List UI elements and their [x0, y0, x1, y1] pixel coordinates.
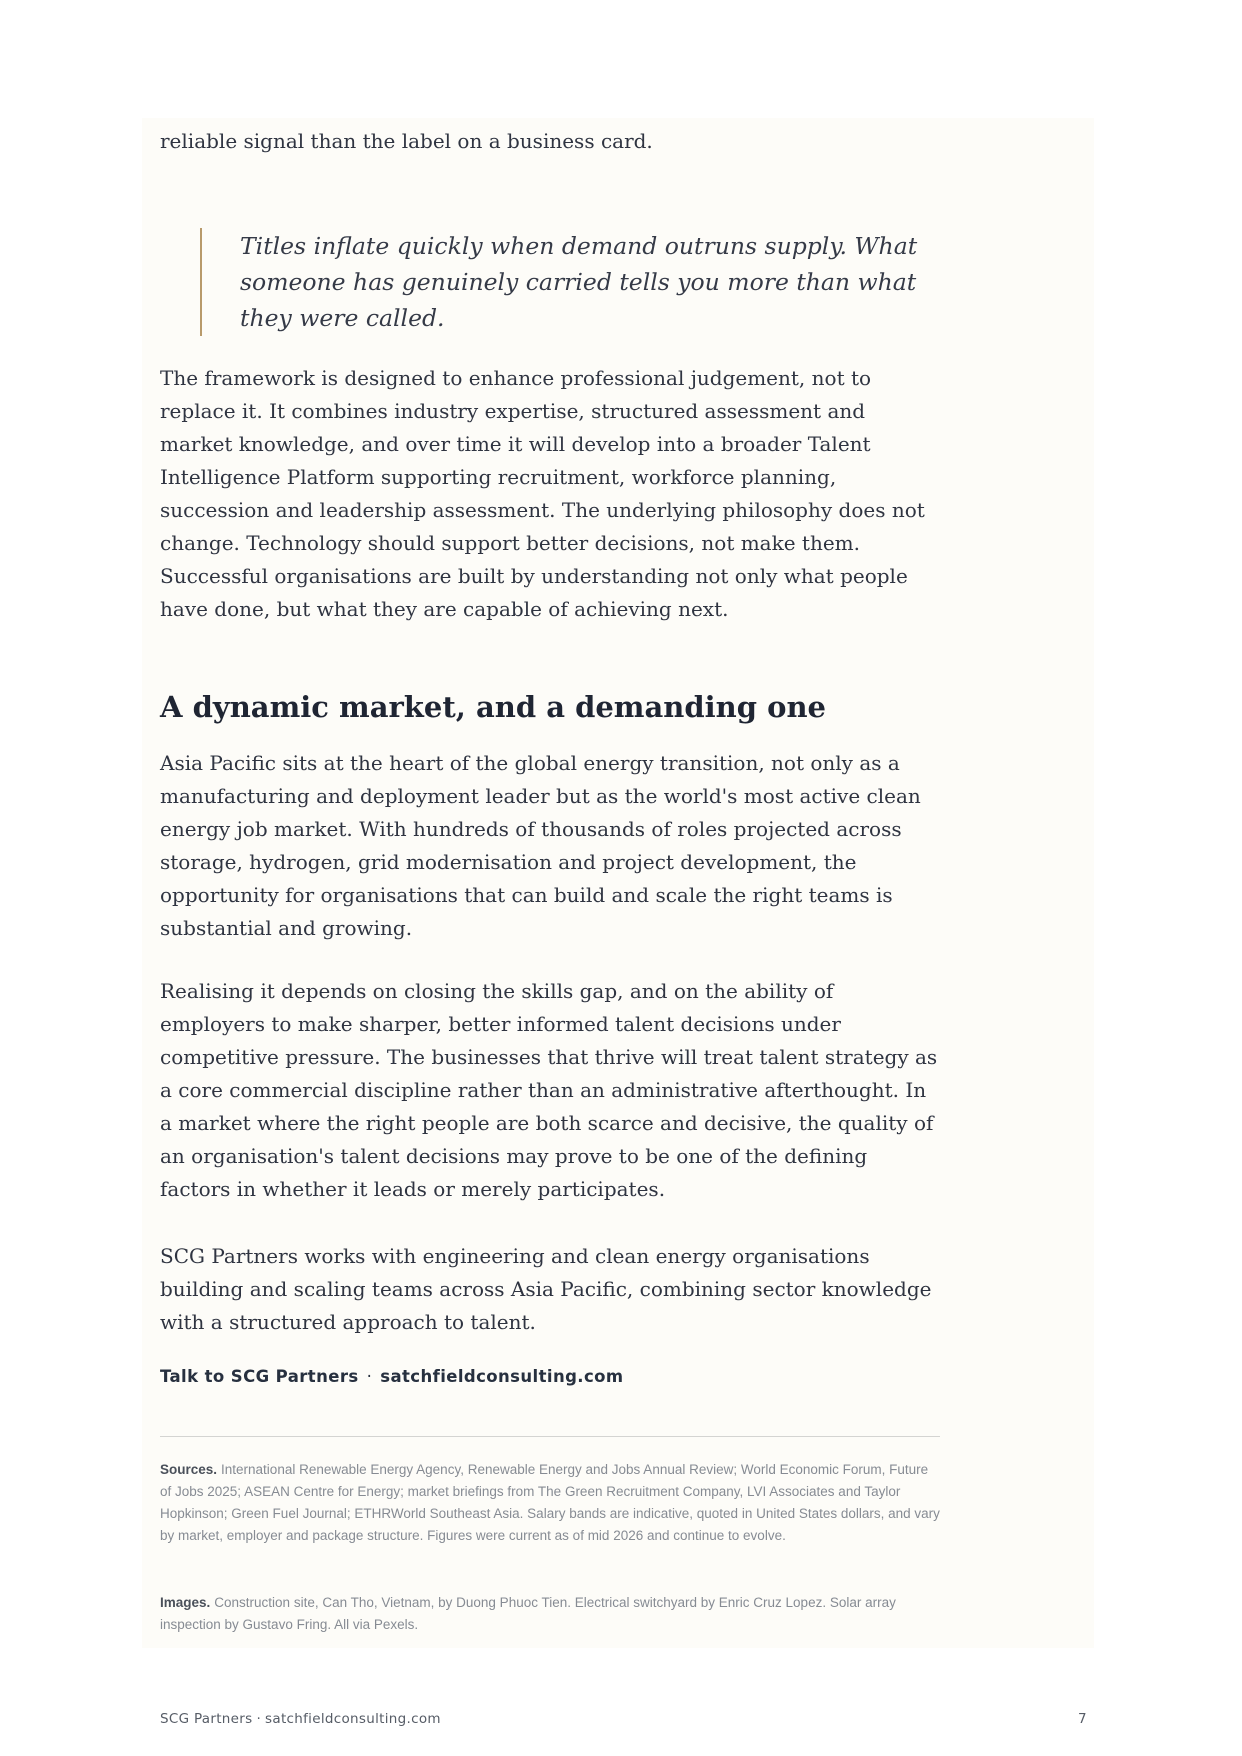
market-paragraph-1: Asia Pacific sits at the heart of the global energy transition, not only as a manufacturing and deployment leader but as the world's most active clean energy job market. With hundreds of thousands of roles projected across storage, hydrogen, grid modernisation and project development, the opportunity for organisations that can build and scale the right teams is substantial and growing. — [160, 751, 921, 940]
contact-website-link[interactable]: satchfieldconsulting.com — [380, 1367, 624, 1386]
framework-paragraph: The framework is designed to enhance professional judgement, not to replace it. It combines industry expertise, structured assessment and market knowledge, and over time it will develop into a broader Talent Intelligence Platform supporting recruitment, workforce planning, succession and leadership assessment. The underlying philosophy does not change. Technology should support better decisions, not make them. Successful organisations are built by understanding not only what people have done, but what they are capable of achieving next. — [160, 366, 925, 621]
market-paragraph-2: Realising it depends on closing the skills gap, and on the ability of employers to make sharper, better informed talent decisions under competitive pressure. The businesses that thrive will treat talent strategy as a core commercial discipline rather than an administrative afterthought. In a market where the right people are both scarce and decisive, the quality of an organisation's talent decisions may prove to be one of the defining factors in whether it leads or merely participates. — [160, 979, 938, 1201]
contact-label-link[interactable]: Talk to SCG Partners — [160, 1367, 359, 1386]
contact-separator: · — [366, 1367, 373, 1386]
images-note — [160, 1592, 940, 1636]
pull-quote: Titles inflate quickly when demand outruns supply. What someone has genuinely carried tells you more than what they were called. — [200, 228, 940, 336]
intro-fragment-paragraph: reliable signal than the label on a business card. — [160, 129, 653, 153]
cta-paragraph: SCG Partners works with engineering and clean energy organisations building and scaling teams across Asia Pacific, combining sector knowledge with a structured approach to talent. — [160, 1244, 932, 1334]
sources-text: International Renewable Energy Agency, Renewable Energy and Jobs Annual Review; World Economic Forum, Future of Jobs 2025; ASEAN Centre for Energy; market briefings from The Green Recruitment Company, LVI Associates and Taylor Hopkinson; Green Fuel Journal; ETHRWorld Southeast Asia. Salary bands are indicative, quoted in United States dollars, and vary by market, employer and package structure. Figures were current as of mid 2026 and continue to evolve. — [160, 1462, 940, 1543]
contact-line — [160, 1367, 623, 1386]
footer-separator: · — [256, 1711, 262, 1727]
images-label: Images. — [160, 1595, 211, 1610]
section-heading: A dynamic market, and a demanding one — [160, 690, 826, 724]
footer-brand: SCG Partners — [160, 1711, 253, 1727]
divider — [160, 1436, 940, 1437]
footer-brand-line — [160, 1711, 441, 1727]
sources-label: Sources. — [160, 1462, 218, 1477]
sources-note — [160, 1459, 940, 1547]
footer-website-link[interactable]: satchfieldconsulting.com — [265, 1711, 441, 1727]
images-text: Construction site, Can Tho, Vietnam, by Duong Phuoc Tien. Electrical switchyard by Enric Cruz Lopez. Solar array inspection by Gustavo Fring. All via Pexels. — [160, 1595, 896, 1632]
page-number: 7 — [1078, 1711, 1087, 1727]
